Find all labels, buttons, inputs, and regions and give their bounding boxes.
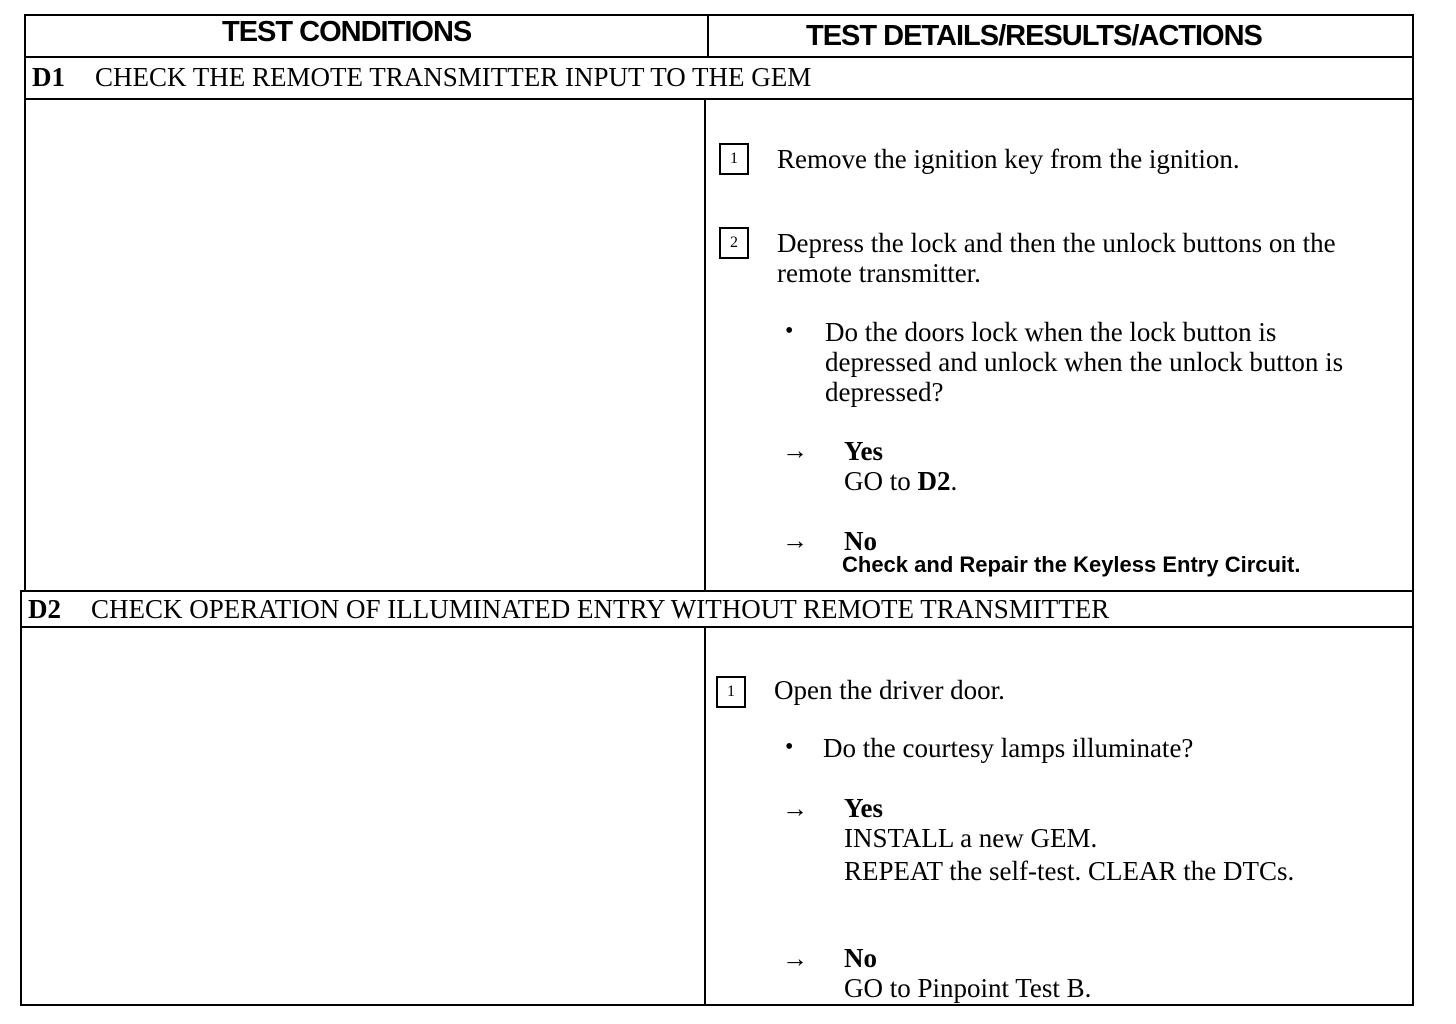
no-label: No — [844, 943, 877, 973]
header-test-conditions: TEST CONDITIONS — [222, 16, 472, 48]
arrow-icon: → — [782, 944, 808, 973]
header-test-details: TEST DETAILS/RESULTS/ACTIONS — [806, 20, 1262, 52]
section-d2-heading — [28, 594, 1109, 625]
yes-action: GO to D2. — [844, 466, 958, 496]
arrow-icon: → — [782, 436, 808, 465]
yes-label: Yes — [844, 436, 883, 466]
arrow-icon: → — [782, 526, 808, 555]
step-number: 1 — [719, 143, 749, 175]
step-text: Open the driver door. — [774, 675, 1005, 705]
section-d1-heading — [32, 62, 811, 93]
no-label: No — [844, 526, 877, 556]
yes-action-1: INSTALL a new GEM. — [844, 823, 1098, 853]
section-title: CHECK THE REMOTE TRANSMITTER INPUT TO THE GEM — [95, 62, 812, 92]
step-number: 1 — [716, 676, 746, 708]
arrow-icon: → — [782, 794, 808, 823]
question-text: Do the courtesy lamps illuminate? — [823, 733, 1194, 763]
no-action: GO to Pinpoint Test B. — [844, 973, 1092, 1003]
section-id: D1 — [32, 62, 65, 92]
bullet-icon: • — [785, 318, 794, 344]
step-text: Depress the lock and then the unlock buttons on the remote transmitter. — [777, 228, 1336, 288]
section-title: CHECK OPERATION OF ILLUMINATED ENTRY WITHOUT REMOTE TRANSMITTER — [91, 594, 1110, 624]
no-action: Check and Repair the Keyless Entry Circuit. — [842, 552, 1301, 577]
step-text: Remove the ignition key from the ignition. — [777, 144, 1240, 174]
section-id: D2 — [28, 594, 61, 624]
yes-action-2: REPEAT the self-test. CLEAR the DTCs. — [844, 856, 1295, 886]
step-number: 2 — [719, 227, 749, 259]
bullet-icon: • — [785, 734, 794, 760]
yes-label: Yes — [844, 793, 883, 823]
question-text: Do the doors lock when the lock button is depressed and unlock when the unlock button is depressed? — [825, 317, 1344, 407]
